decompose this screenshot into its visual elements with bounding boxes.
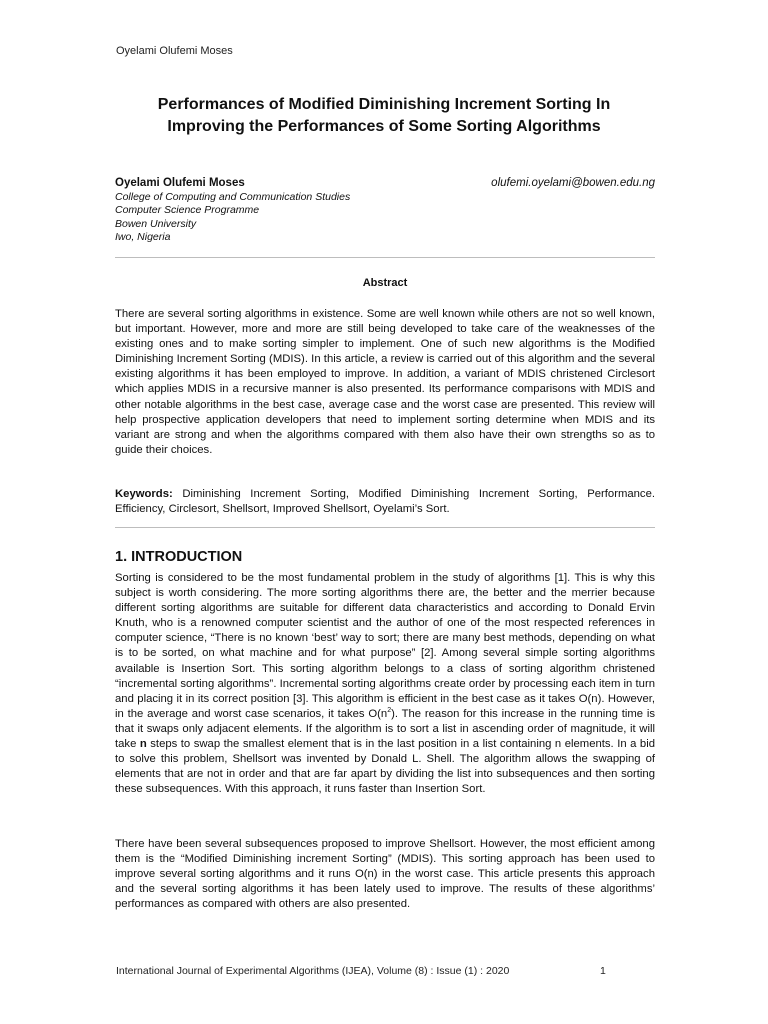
introduction-heading: 1. INTRODUCTION bbox=[115, 549, 243, 565]
affiliation-line: Computer Science Programme bbox=[115, 204, 260, 216]
abstract-heading: Abstract bbox=[362, 277, 408, 289]
top-divider bbox=[115, 257, 655, 258]
affiliation-line: Iwo, Nigeria bbox=[115, 231, 171, 243]
title-line-2: Improving the Performances of Some Sorting Algorithms bbox=[167, 118, 601, 135]
running-head: Oyelami Olufemi Moses bbox=[116, 45, 233, 57]
author-name: Oyelami Olufemi Moses bbox=[115, 177, 245, 189]
title-line-1: Performances of Modified Diminishing Increment Sorting In bbox=[157, 96, 611, 113]
bottom-divider bbox=[115, 527, 655, 528]
journal-footer: International Journal of Experimental Algorithms (IJEA), Volume (8) : Issue (1) : 2020 bbox=[116, 965, 510, 977]
abstract-text: There are several sorting algorithms in existence. Some are well known while others are not so well known, but important. However, more and more are still being developed to take care of the weaknesses of the existing ones and to make sorting simpler to implement. One of such new algorithms is the Modified Diminishing Increment Sorting (MDIS). In this article, a review is carried out of this algorithm and the several existing algorithms it has been employed to improve. In addition, a variant of MDIS christened Circlesort which applies MDIS in a recursive manner is also presented. Its performance comparisons with MDIS and other notable algorithms in the best case, average case and the worst case are presented. This review will help prospective application developers that need to implement sorting determine when MDIS and its variant are strong and when the algorithms compared with them also have their own strengths so as to guide their choices. bbox=[115, 308, 655, 456]
author-block bbox=[115, 177, 655, 245]
paper-title bbox=[112, 94, 656, 138]
intro-text-part: steps to swap the smallest element that is in the last position in a list containing n elements. In a bid to solve this problem, Shellsort was invented by Donald L. Shell. The algorithm allows the swapping of elements that are not in order and that are far apart by dividing the list into subsequences and then sorting these subsequences. With this approach, it runs faster than Insertion Sort. bbox=[115, 738, 655, 796]
keywords-text: Diminishing Increment Sorting, Modified Diminishing Increment Sorting, Performance. Efficiency, Circlesort, Shellsort, Improved Shellsort, Oyelami’s Sort. bbox=[115, 488, 655, 516]
page-number: 1 bbox=[600, 965, 606, 977]
keywords-label: Keywords: bbox=[115, 488, 173, 500]
bold-n: n bbox=[139, 738, 147, 751]
intro-text-part: Sorting is considered to be the most fundamental problem in the study of algorithms [1]. This is why this subject is worth considering. The more sorting algorithms there are, the better and the merrier because different sorting algorithms are suitable for different data characteristics and according to Donald Ervin Knuth, who is a renowned computer scientist and the author of one of the most respected references in computer science, “There is no known ‘best’ way to sort; there are many best methods, depending on what is to be sorted, on what machine and for what purpose” [2]. Among several simple sorting algorithms available is Insertion Sort. This sorting algorithm belongs to a class of sorting algorithm christened “incremental sorting algorithms”. Incremental sorting algorithms create order by processing each item in turn and placing it in its correct position [3]. This algorithm is efficient in the best case as it takes O(n). However, in the average and worst case scenarios, it takes O(n bbox=[115, 572, 655, 720]
affiliation-line: Bowen University bbox=[115, 217, 197, 230]
superscript: 2 bbox=[387, 707, 392, 715]
intro-text-part: ). The reason for this increase in the running time is that it swaps only adjacent elements. If the algorithm is to sort a list in ascending order of magnitude, it will take bbox=[115, 707, 655, 751]
author-email: olufemi.oyelami@bowen.edu.ng bbox=[491, 177, 655, 189]
affiliation-line: College of Computing and Communication Studies bbox=[115, 190, 351, 203]
keywords bbox=[115, 487, 655, 517]
introduction-paragraph-1 bbox=[115, 571, 655, 797]
introduction-paragraph-2: There have been several subsequences proposed to improve Shellsort. However, the most efficient among them is the “Modified Diminishing increment Sorting” (MDIS). This sorting approach has been used to improve several sorting algorithms and it runs O(n) in the worst case. This article presents this approach and the several sorting algorithms it has been lately used to improve. The results of these algorithms’ performances as compared with others are also presented. bbox=[115, 838, 655, 911]
